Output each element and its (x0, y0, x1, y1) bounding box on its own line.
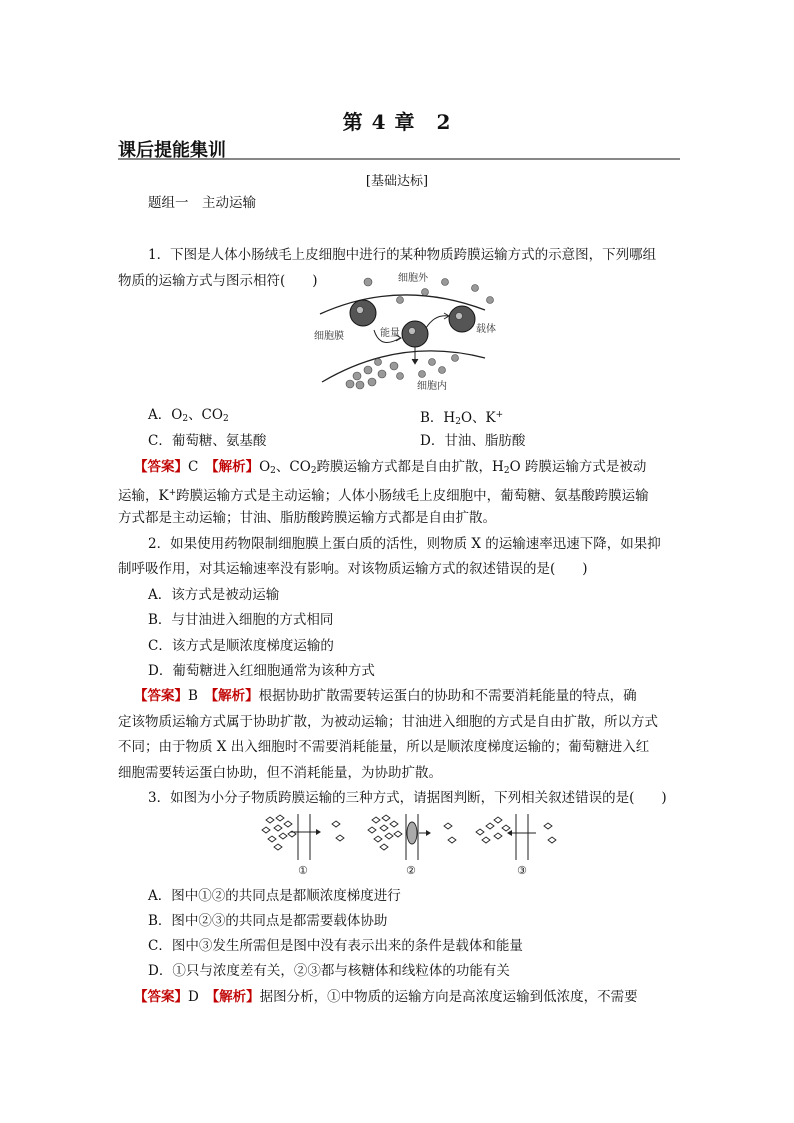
label-membrane: 细胞膜 (314, 331, 344, 342)
label-carrier: 载体 (476, 324, 496, 335)
q1-answer-line1: 【答案】C 【解析】$O_2$、$CO_2$跨膜运输方式都是自由扩散，$H_2O$ 跨膜运输方式是被动 (134, 459, 647, 476)
carrier-protein-3 (449, 306, 475, 332)
q1-option-d: D．甘油、脂肪酸 (420, 433, 526, 449)
q1-option-c: C．葡萄糖、氨基酸 (148, 433, 267, 449)
q3-answer-line1: 【答案】D 【解析】据图分析，①中物质的运输方向是高浓度运输到低浓度，不需要 (134, 989, 638, 1005)
label-outside: 细胞外 (398, 273, 428, 284)
mode-2-diagram (368, 814, 456, 877)
mode-2-label: ② (406, 864, 416, 877)
mode-1-diagram (262, 814, 344, 877)
page-title: 第 4 章 2 (342, 110, 452, 134)
q2-answer-line4: 细胞需要转运蛋白协助，但不消耗能量，为协助扩散。 (118, 765, 442, 781)
q2-option-c: C．该方式是顺浓度梯度运输的 (148, 638, 334, 654)
mode-3-diagram (476, 814, 556, 877)
section-title: 课后提能集训 (118, 140, 226, 161)
q2-answer-line3: 不同；由于物质 X 出入细胞时不需要消耗能量，所以是顺浓度梯度运输的；葡萄糖进入红 (118, 739, 650, 755)
mode-1-label: ① (298, 864, 308, 877)
group-heading: 题组一 主动运输 (148, 195, 256, 211)
q3-option-c: C．图中③发生所需但是图中没有表示出来的条件是载体和能量 (148, 938, 523, 954)
q1-stem-line1: 1．下图是人体小肠绒毛上皮细胞中进行的某种物质跨膜运输方式的示意图，下列哪组 (148, 247, 657, 263)
q2-answer-line1: 【答案】B 【解析】根据协助扩散需要转运蛋白的协助和不需要消耗能量的特点，确 (134, 688, 637, 704)
label-inside: 细胞内 (417, 381, 447, 392)
mode-3-label: ③ (517, 864, 527, 877)
q1-option-b: B．$H_2O$、K+ (420, 410, 504, 427)
q3-option-a: A．图中①②的共同点是都顺浓度梯度进行 (148, 888, 401, 904)
q3-stem-line1: 3．如图为小分子物质跨膜运输的三种方式，请据图判断，下列相关叙述错误的是( ) (148, 790, 667, 806)
q3-option-b: B．图中②③的共同点是都需要载体协助 (148, 913, 388, 929)
level-heading: [基础达标] (365, 174, 429, 189)
carrier-protein (407, 822, 417, 844)
q1-figure-active-transport (300, 270, 500, 400)
q2-option-a: A．该方式是被动运输 (148, 587, 280, 603)
q3-option-d: D．①只与浓度差有关，②③都与核糖体和线粒体的功能有关 (148, 963, 510, 979)
q2-option-b: B．与甘油进入细胞的方式相同 (148, 612, 334, 628)
q2-stem-line1: 2．如果使用药物限制细胞膜上蛋白质的活性，则物质 X 的运输速率迅速下降，如果抑 (148, 536, 661, 552)
q3-figure-transport-modes (258, 812, 568, 878)
q2-stem-line2: 制呼吸作用，对其运输速率没有影响。对该物质运输方式的叙述错误的是( ) (118, 561, 588, 577)
carrier-protein-1 (350, 300, 376, 326)
q1-answer-line3: 方式都是主动运输；甘油、脂肪酸跨膜运输方式都是自由扩散。 (118, 510, 496, 526)
q1-answer-line2: 运输，K+跨膜运输方式是主动运输；人体小肠绒毛上皮细胞中，葡萄糖、氨基酸跨膜运输 (118, 488, 649, 504)
q2-answer-line2: 定该物质运输方式属于协助扩散，为被动运输；甘油进入细胞的方式是自由扩散，所以方式 (118, 714, 658, 730)
q1-stem-line2: 物质的运输方式与图示相符( ) (118, 273, 318, 289)
label-energy: 能量 (380, 328, 400, 339)
q1-option-a: A．$O_2$、$CO_2$ (148, 407, 229, 424)
carrier-protein-2 (402, 321, 428, 347)
q2-option-d: D．葡萄糖进入红细胞通常为该种方式 (148, 663, 375, 679)
section-divider (118, 158, 680, 160)
